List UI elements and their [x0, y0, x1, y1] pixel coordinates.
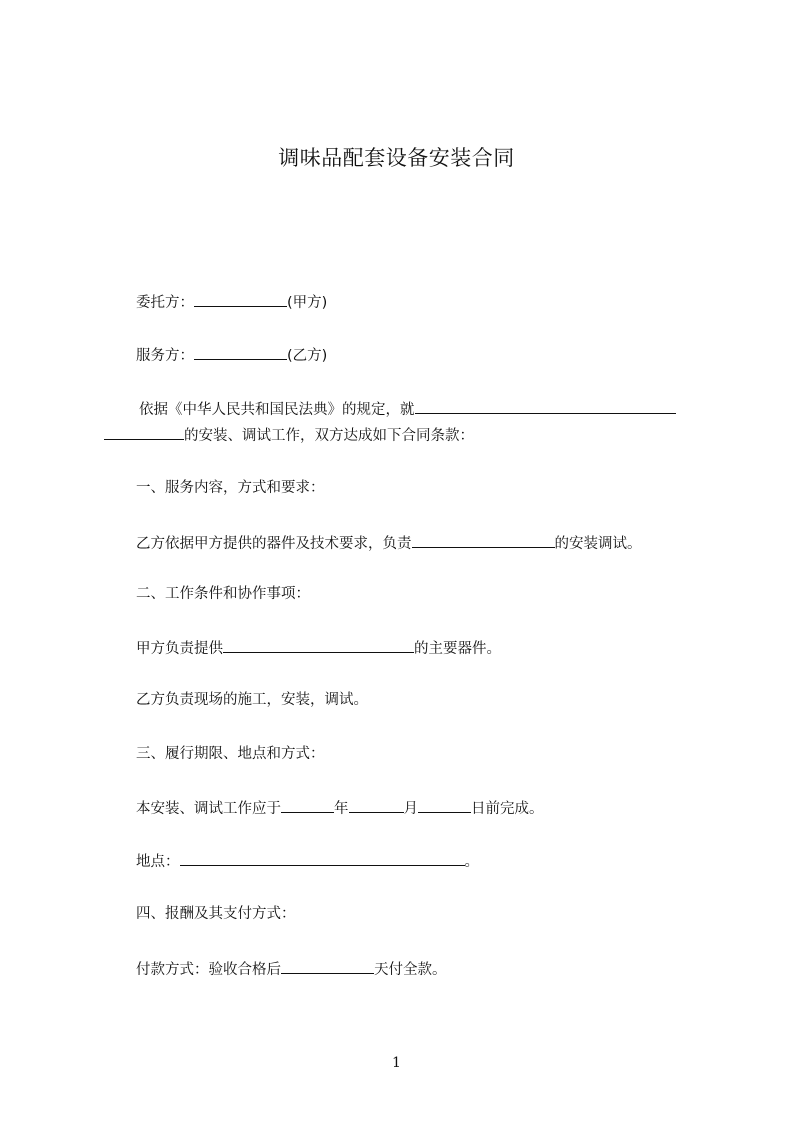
place-label: 地点：	[136, 854, 180, 870]
s4-p1-b: 天付全款。	[374, 962, 447, 978]
payment-days-blank[interactable]	[281, 958, 374, 974]
month-blank[interactable]	[349, 797, 404, 813]
place-end: 。	[464, 854, 479, 870]
section-2-para-2: 乙方负责现场的施工，安装，调试。	[136, 692, 368, 708]
section-3-date-line	[136, 797, 544, 819]
place-blank[interactable]	[180, 850, 465, 866]
s1-text-a: 乙方依据甲方提供的器件及技术要求，负责	[136, 536, 412, 552]
page-number: 1	[392, 1055, 401, 1071]
principal-suffix: (甲方)	[287, 295, 328, 311]
s1-text-b: 的安装调试。	[554, 536, 642, 552]
s2-blank[interactable]	[223, 637, 414, 653]
section-4-heading: 四、报酬及其支付方式：	[136, 906, 296, 922]
provider-line	[136, 344, 327, 366]
s3-p1-b: 日前完成。	[471, 801, 544, 817]
provider-label: 服务方：	[136, 348, 194, 364]
section-1-text	[136, 532, 642, 554]
section-3-place-line	[136, 850, 479, 872]
s2-p1-a: 甲方负责提供	[136, 641, 223, 657]
year-label: 年	[334, 801, 349, 817]
day-blank[interactable]	[418, 797, 471, 813]
principal-line	[136, 291, 327, 313]
s4-p1-a: 付款方式：验收合格后	[136, 962, 281, 978]
intro-blank-cont[interactable]	[104, 424, 184, 440]
s2-p1-b: 的主要器件。	[414, 641, 501, 657]
intro-text-2: 的安装、调试工作，双方达成如下合同条款：	[184, 428, 474, 444]
month-label: 月	[403, 801, 418, 817]
section-3-heading: 三、履行期限、地点和方式：	[136, 746, 325, 762]
page-title: 调味品配套设备安装合同	[278, 146, 515, 170]
intro-blank[interactable]	[415, 398, 676, 414]
principal-blank[interactable]	[194, 291, 287, 307]
s1-blank[interactable]	[412, 532, 555, 548]
section-2-heading: 二、工作条件和协作事项：	[136, 586, 310, 602]
section-2-para-1	[136, 637, 501, 659]
intro-line-1	[139, 398, 676, 420]
year-blank[interactable]	[281, 797, 334, 813]
intro-line-2	[104, 424, 474, 446]
s3-p1-a: 本安装、调试工作应于	[136, 801, 281, 817]
section-4-payment-line	[136, 958, 447, 980]
provider-blank[interactable]	[194, 344, 287, 360]
intro-text-1: 依据《中华人民共和国民法典》的规定，就	[139, 402, 415, 418]
section-1-heading: 一、服务内容，方式和要求：	[136, 480, 325, 496]
principal-label: 委托方：	[136, 295, 194, 311]
provider-suffix: (乙方)	[287, 348, 328, 364]
